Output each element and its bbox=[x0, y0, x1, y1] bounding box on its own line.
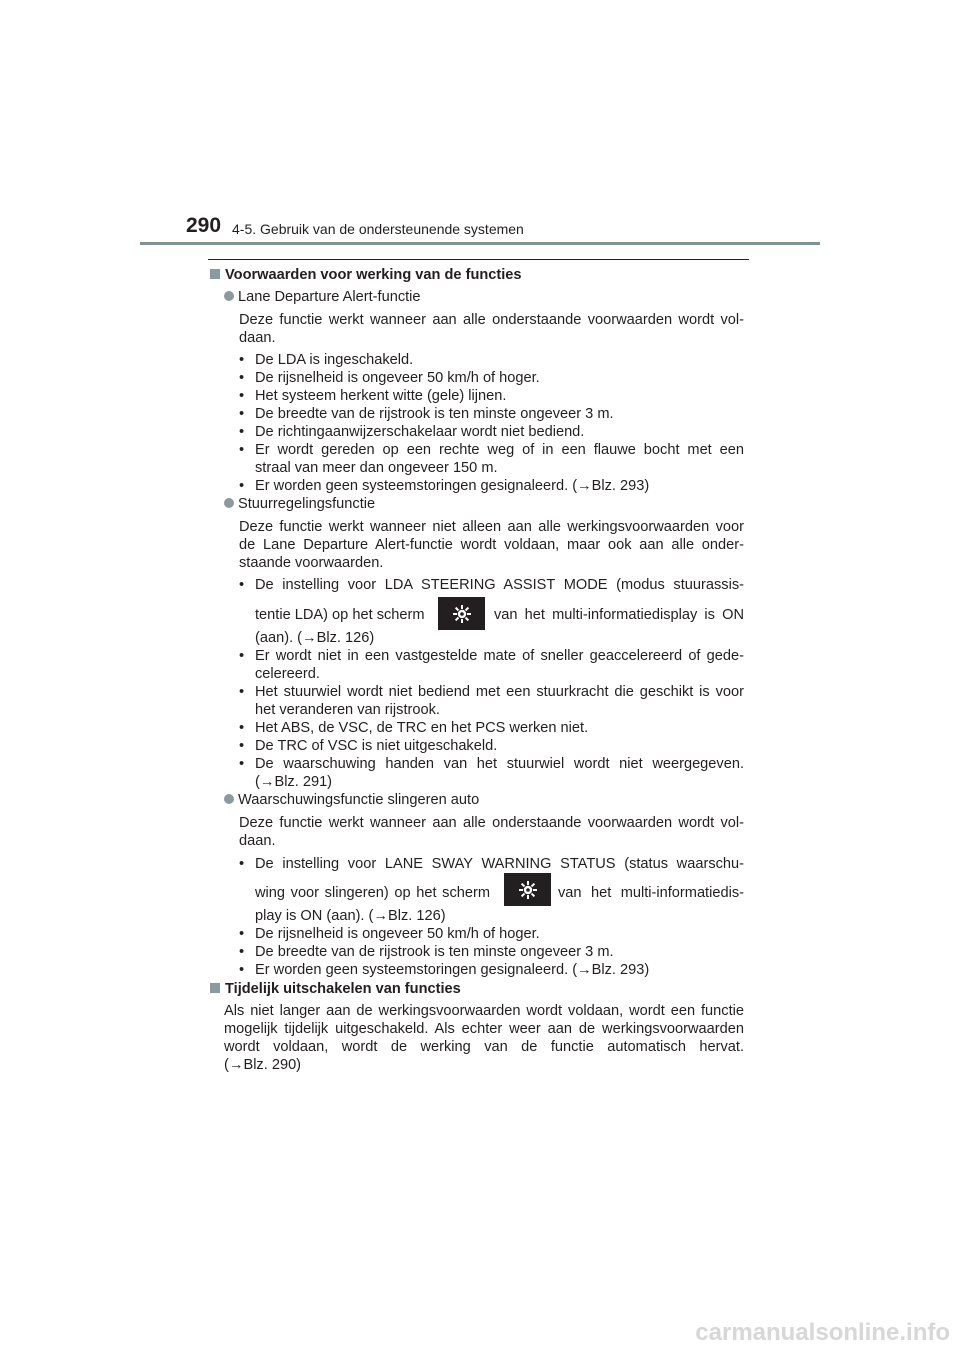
header-divider bbox=[140, 242, 820, 245]
paragraph-line: wordt voldaan, wordt de werking van de functie automatisch hervat. bbox=[224, 1039, 744, 1055]
gear-icon bbox=[504, 873, 551, 906]
list-item-text: celereerd. bbox=[255, 666, 320, 682]
list-item-text: De waarschuwing handen van het stuurwiel wordt niet weergegeven. bbox=[255, 756, 744, 772]
list-item-text: Er wordt niet in een vastgestelde mate of sneller geaccelereerd of gede- bbox=[255, 648, 744, 664]
list-item-text: (→Blz. 291) bbox=[255, 774, 333, 790]
list-item-text: tentie LDA) op het scherm bbox=[255, 607, 425, 623]
lda-intro-line-2: daan. bbox=[239, 330, 276, 346]
list-item: • bbox=[239, 648, 245, 664]
subheading-sway: Waarschuwingsfunctie slingeren auto bbox=[224, 791, 479, 809]
list-item-text: van het multi-informatiedisplay is ON bbox=[494, 607, 744, 623]
list-item: • Er worden geen systeemstoringen gesignaleerd. (→Blz. 293) bbox=[239, 962, 650, 978]
paragraph-line: mogelijk tijdelijk uitgeschakeld. Als echter weer aan de werkingsvoorwaarden bbox=[224, 1021, 744, 1037]
section-title: 4-5. Gebruik van de ondersteunende systemen bbox=[232, 221, 524, 237]
list-item: • bbox=[239, 856, 245, 872]
list-item-text: De instelling voor LANE SWAY WARNING STATUS (status waarschu- bbox=[255, 856, 744, 872]
list-item: • bbox=[239, 684, 245, 700]
square-bullet-icon bbox=[210, 269, 220, 279]
list-item: • De rijsnelheid is ongeveer 50 km/h of hoger. bbox=[239, 370, 540, 386]
lda-intro-line-1: Deze functie werkt wanneer aan alle onderstaande voorwaarden wordt vol- bbox=[239, 312, 744, 328]
heading-conditions: Voorwaarden voor werking van de functies bbox=[210, 266, 522, 284]
list-item: • Er worden geen systeemstoringen gesignaleerd. (→Blz. 293) bbox=[239, 478, 650, 494]
square-bullet-icon bbox=[210, 983, 220, 993]
content-divider bbox=[208, 259, 749, 260]
list-item-text: De instelling voor LDA STEERING ASSIST MODE (modus stuurassis- bbox=[255, 577, 744, 593]
paragraph-line: (→Blz. 290) bbox=[224, 1057, 302, 1073]
list-item-text: van het multi-informatiedis- bbox=[558, 885, 744, 901]
list-item-text: straal van meer dan ongeveer 150 m. bbox=[255, 460, 498, 476]
heading-temporary-disable: Tijdelijk uitschakelen van functies bbox=[210, 980, 461, 998]
sway-intro-line-2: daan. bbox=[239, 833, 276, 849]
sway-intro-line-1: Deze functie werkt wanneer aan alle onderstaande voorwaarden wordt vol- bbox=[239, 815, 744, 831]
round-bullet-icon bbox=[224, 794, 234, 804]
list-item: • bbox=[239, 756, 245, 772]
page-number: 290 bbox=[186, 214, 222, 237]
list-item: • Het ABS, de VSC, de TRC en het PCS werken niet. bbox=[239, 720, 589, 736]
list-item: • Het systeem herkent witte (gele) lijnen. bbox=[239, 388, 507, 404]
list-item-text: play is ON (aan). (→Blz. 126) bbox=[255, 908, 446, 924]
round-bullet-icon bbox=[224, 498, 234, 508]
list-item: • De LDA is ingeschakeld. bbox=[239, 352, 414, 368]
list-item: • bbox=[239, 577, 245, 593]
subheading-steering: Stuurregelingsfunctie bbox=[224, 495, 375, 513]
list-item-text: wing voor slingeren) op het scherm bbox=[255, 885, 490, 901]
list-item-text: (aan). (→Blz. 126) bbox=[255, 630, 375, 646]
subheading-lda: Lane Departure Alert-functie bbox=[224, 288, 421, 306]
watermark: carmanualsonline.info bbox=[695, 1319, 950, 1346]
paragraph-line: Als niet langer aan de werkingsvoorwaarden wordt voldaan, wordt een functie bbox=[224, 1003, 744, 1019]
steer-intro-line-3: staande voorwaarden. bbox=[239, 555, 384, 571]
list-item: • De breedte van de rijstrook is ten minste ongeveer 3 m. bbox=[239, 406, 614, 422]
list-item: • bbox=[239, 442, 245, 458]
list-item-text: Er wordt gereden op een rechte weg of in een flauwe bocht met een bbox=[255, 442, 744, 458]
list-item: • De TRC of VSC is niet uitgeschakeld. bbox=[239, 738, 498, 754]
round-bullet-icon bbox=[224, 291, 234, 301]
list-item: • De breedte van de rijstrook is ten minste ongeveer 3 m. bbox=[239, 944, 614, 960]
list-item-text: Het stuurwiel wordt niet bediend met een stuurkracht die geschikt is voor bbox=[255, 684, 744, 700]
list-item-text: het veranderen van rijstrook. bbox=[255, 702, 440, 718]
steer-intro-line-1: Deze functie werkt wanneer niet alleen aan alle werkingsvoorwaarden voor bbox=[239, 519, 744, 535]
gear-icon bbox=[438, 597, 485, 630]
list-item: • De richtingaanwijzerschakelaar wordt niet bediend. bbox=[239, 424, 585, 440]
steer-intro-line-2: de Lane Departure Alert-functie wordt voldaan, maar ook aan alle onder- bbox=[239, 537, 744, 553]
list-item: • De rijsnelheid is ongeveer 50 km/h of hoger. bbox=[239, 926, 540, 942]
